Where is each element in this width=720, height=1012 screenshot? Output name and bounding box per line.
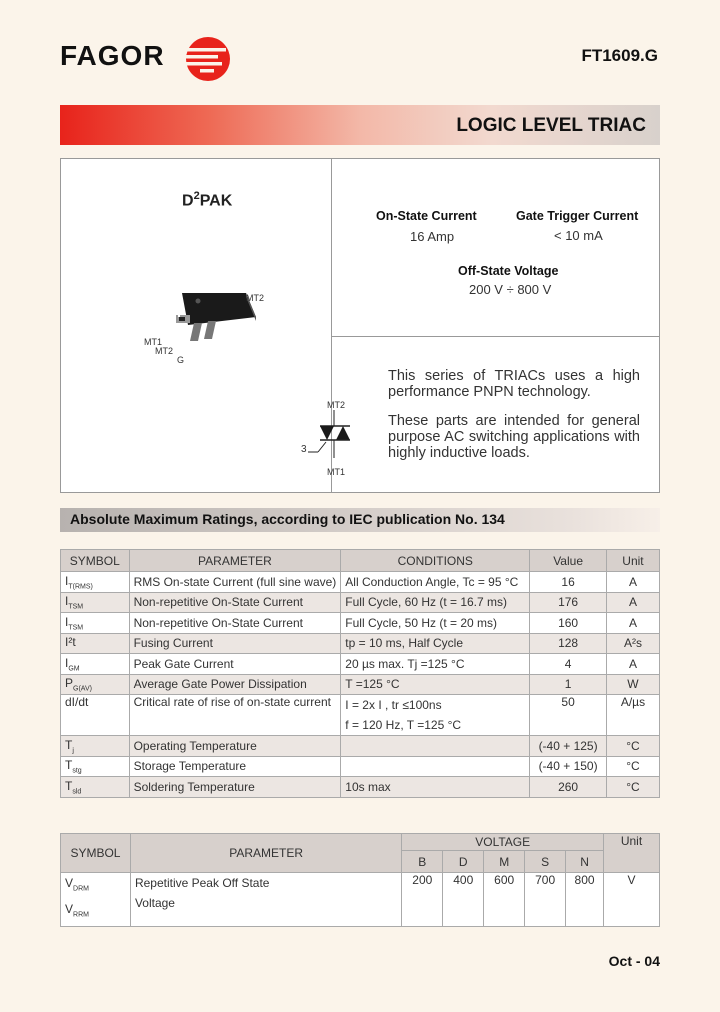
conditions-cell: 20 µs max. Tj =125 °C [341, 654, 530, 675]
unit-cell: °C [606, 736, 659, 757]
conditions-cell [341, 756, 530, 777]
unit-cell: °C [606, 777, 659, 798]
ratings-table [60, 549, 660, 798]
voltage-value-n: 800 [566, 873, 604, 927]
voltage-value-s: 700 [525, 873, 566, 927]
symbol-cell: I²t [61, 633, 130, 654]
unit-cell: A/µs [606, 695, 659, 736]
description-p1: This series of TRIACs uses a high performance PNPN technology. [388, 368, 640, 400]
table-row [61, 777, 660, 798]
table-row [61, 873, 660, 927]
unit-cell: A [606, 572, 659, 593]
table-row [61, 633, 660, 654]
value-cell: 16 [530, 572, 607, 593]
voltage-table [60, 833, 660, 927]
brand-name: FAGOR [60, 40, 165, 71]
unit-cell: A [606, 592, 659, 613]
parameter-cell: Operating Temperature [129, 736, 341, 757]
symbol-cell: $T_j$ [61, 736, 130, 757]
symbol-gate-label: 3 [301, 444, 307, 455]
value-cell: (-40 + 125) [530, 736, 607, 757]
table-row [61, 654, 660, 675]
col-parameter: PARAMETER [130, 834, 401, 873]
grade-m: M [484, 851, 525, 873]
unit-cell: A [606, 654, 659, 675]
off-state-value: 200 V ÷ 800 V [469, 282, 552, 297]
value-cell: 4 [530, 654, 607, 675]
package-name: $D^2PAK$ [182, 190, 233, 210]
parameter-cell: Fusing Current [129, 633, 341, 654]
pin-g-label: G [177, 355, 185, 365]
parameter-cell: Peak Gate Current [129, 654, 341, 675]
conditions-cell: All Conduction Angle, Tc = 95 °C [341, 572, 530, 593]
table-row [61, 592, 660, 613]
table-row [61, 695, 660, 736]
col-symbol: SYMBOL [61, 550, 130, 572]
section-title: Absolute Maximum Ratings, according to IEC publication No. 134 [70, 511, 505, 527]
conditions-cell: T =125 °C [341, 674, 530, 695]
voltage-value-b: 200 [402, 873, 443, 927]
col-unit: Unit [606, 550, 659, 572]
symbol-mt1-label: MT1 [327, 467, 345, 477]
parameter-cell: Soldering Temperature [129, 777, 341, 798]
voltage-parameter: Repetitive Peak Off State Voltage [130, 873, 401, 927]
pin-mt2b-label: MT2 [155, 346, 173, 356]
col-voltage: VOLTAGE [402, 834, 604, 851]
value-cell: 1 [530, 674, 607, 695]
symbol-cell: $T_{stg}$ [61, 756, 130, 777]
footer-date: Oct - 04 [608, 953, 660, 969]
table-row [61, 756, 660, 777]
unit-cell: °C [606, 756, 659, 777]
grade-n: N [566, 851, 604, 873]
grade-s: S [525, 851, 566, 873]
parameter-cell: Critical rate of rise of on-state current [129, 695, 341, 736]
symbol-cell: $I_{T(RMS)}$ [61, 572, 130, 593]
parameter-cell: Non-repetitive On-State Current [129, 613, 341, 634]
pin-mt1-label: MT1 [144, 337, 162, 347]
parameter-cell: Average Gate Power Dissipation [129, 674, 341, 695]
page-title: LOGIC LEVEL TRIAC [456, 115, 646, 136]
symbol-cell: dI/dt [61, 695, 130, 736]
value-cell: 50 [530, 695, 607, 736]
gate-trigger-value: < 10 mA [554, 228, 603, 243]
table-row [61, 674, 660, 695]
col-unit: Unit [604, 834, 660, 873]
fagor-logo-icon [178, 36, 238, 82]
col-value: Value [530, 550, 607, 572]
symbol-cell: $P_{G(AV)}$ [61, 674, 130, 695]
value-cell: 260 [530, 777, 607, 798]
symbol-cell: $I_{TSM}$ [61, 613, 130, 634]
value-cell: 176 [530, 592, 607, 613]
parameter-cell: Storage Temperature [129, 756, 341, 777]
symbol-cell: $T_{sld}$ [61, 777, 130, 798]
gate-trigger-label: Gate Trigger Current [516, 209, 639, 223]
symbol-mt2-label: MT2 [327, 400, 345, 410]
triac-symbol-icon [296, 400, 366, 475]
table-row [61, 736, 660, 757]
parameter-cell: RMS On-state Current (full sine wave) [129, 572, 341, 593]
table-header-row [61, 550, 660, 572]
symbol-cell: $I_{GM}$ [61, 654, 130, 675]
on-state-label: On-State Current [376, 209, 477, 223]
value-cell: (-40 + 150) [530, 756, 607, 777]
conditions-cell: Full Cycle, 60 Hz (t = 16.7 ms) [341, 592, 530, 613]
conditions-cell [341, 736, 530, 757]
col-symbol: SYMBOL [61, 834, 131, 873]
grade-b: B [402, 851, 443, 873]
unit-cell: A [606, 613, 659, 634]
unit-cell: A²s [606, 633, 659, 654]
voltage-value-d: 400 [443, 873, 484, 927]
table-row [61, 613, 660, 634]
voltage-symbol: $V_{DRM}$ $V_{RRM}$ [61, 873, 131, 927]
unit-cell: W [606, 674, 659, 695]
pin-mt2-label: MT2 [246, 293, 264, 303]
conditions-cell: tp = 10 ms, Half Cycle [341, 633, 530, 654]
col-parameter: PARAMETER [129, 550, 341, 572]
grade-d: D [443, 851, 484, 873]
on-state-value: 16 Amp [410, 229, 455, 244]
table-header-row [61, 834, 660, 851]
voltage-value-m: 600 [484, 873, 525, 927]
parameter-cell: Non-repetitive On-State Current [129, 592, 341, 613]
divider [331, 336, 660, 337]
voltage-unit: V [604, 873, 660, 927]
description-p2: These parts are intended for general purpose AC switching applications with highly inductive loads. [388, 413, 640, 461]
conditions-cell: 10s max [341, 777, 530, 798]
table-row [61, 572, 660, 593]
conditions-cell: Full Cycle, 50 Hz (t = 20 ms) [341, 613, 530, 634]
col-conditions: CONDITIONS [341, 550, 530, 572]
conditions-cell: I = 2x I , tr ≤100ns f = 120 Hz, T =125 °C [341, 695, 530, 736]
off-state-label: Off-State Voltage [458, 264, 559, 278]
part-number: FT1609.G [581, 46, 658, 65]
value-cell: 128 [530, 633, 607, 654]
symbol-cell: $I_{TSM}$ [61, 592, 130, 613]
value-cell: 160 [530, 613, 607, 634]
